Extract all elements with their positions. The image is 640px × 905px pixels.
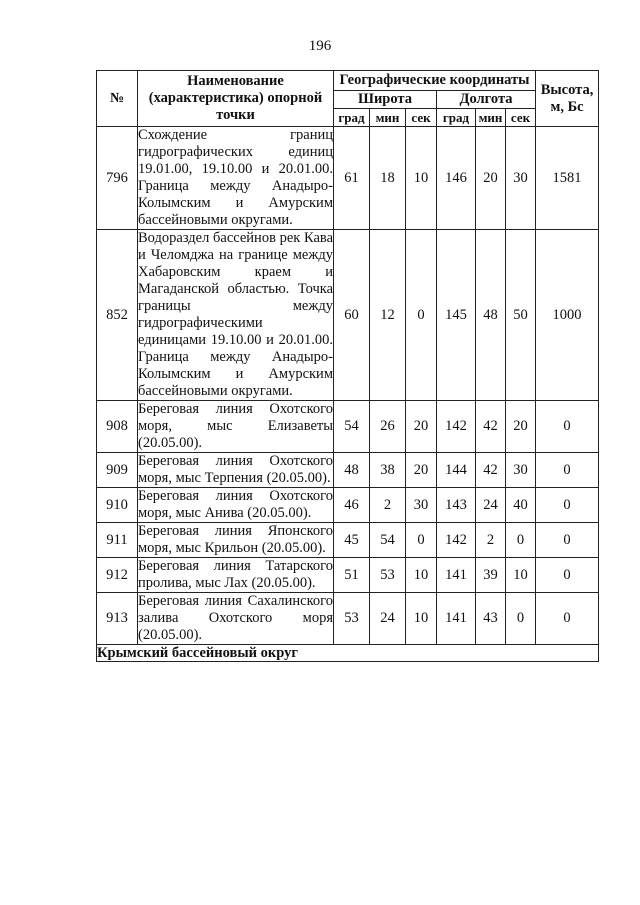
header-unit-lon-min: мин [476, 109, 506, 127]
cell-lat-deg: 53 [334, 593, 370, 645]
header-name: Наименование (характеристика) опорной точки [138, 71, 334, 127]
cell-lon-sec: 10 [506, 558, 536, 593]
cell-height: 0 [536, 488, 599, 523]
cell-lat-sec: 10 [406, 127, 437, 230]
cell-lat-deg: 45 [334, 523, 370, 558]
section-row [97, 645, 599, 662]
cell-lat-sec: 0 [406, 230, 437, 401]
header-longitude: Долгота [437, 91, 536, 109]
header-height: Высота, м, Бс [536, 71, 599, 127]
cell-lon-deg: 142 [437, 401, 476, 453]
cell-lat-min: 26 [370, 401, 406, 453]
cell-lat-sec: 20 [406, 401, 437, 453]
header-number: № [97, 71, 138, 127]
cell-lat-min: 38 [370, 453, 406, 488]
cell-lon-min: 42 [476, 453, 506, 488]
table-row [97, 593, 599, 645]
header-unit-lon-deg: град [437, 109, 476, 127]
cell-lat-sec: 10 [406, 558, 437, 593]
cell-name: Береговая линия Сахалинского залива Охотского моря (20.05.00). [138, 593, 333, 643]
cell-lat-deg: 46 [334, 488, 370, 523]
cell-lon-sec: 20 [506, 401, 536, 453]
cell-lat-deg: 61 [334, 127, 370, 230]
header-unit-lat-sec: сек [406, 109, 437, 127]
cell-name: Водораздел бассейнов рек Кава и Челомджа на границе между Хабаровским краем и Магаданской областью. Точка границы между гидрографическими единицами 19.10.00 и 20.01.00. Граница между Анадыро-Колымским и Амурским бассейновыми округами. [138, 230, 333, 399]
cell-height: 0 [536, 593, 599, 645]
header-unit-lon-sec: сек [506, 109, 536, 127]
cell-name: Схождение границ гидрографических единиц 19.01.00, 19.10.00 и 20.01.00. Граница между Анадыро-Колымским и Амурским бассейновыми округами. [138, 127, 333, 228]
table-row [97, 523, 599, 558]
cell-lon-sec: 0 [506, 593, 536, 645]
cell-height: 0 [536, 453, 599, 488]
cell-name: Береговая линия Охотского моря, мыс Анива (20.05.00). [138, 488, 333, 521]
cell-name: Береговая линия Японского моря, мыс Крильон (20.05.00). [138, 523, 333, 556]
header-unit-lat-min: мин [370, 109, 406, 127]
cell-lat-min: 24 [370, 593, 406, 645]
cell-height: 1581 [536, 127, 599, 230]
cell-lon-sec: 40 [506, 488, 536, 523]
cell-lat-deg: 48 [334, 453, 370, 488]
cell-lat-sec: 30 [406, 488, 437, 523]
section-title: Крымский бассейновый округ [97, 645, 599, 662]
cell-lon-deg: 146 [437, 127, 476, 230]
cell-lon-min: 24 [476, 488, 506, 523]
cell-lon-deg: 145 [437, 230, 476, 401]
cell-lon-min: 39 [476, 558, 506, 593]
cell-lon-min: 20 [476, 127, 506, 230]
cell-lat-min: 2 [370, 488, 406, 523]
cell-number: 908 [97, 401, 138, 453]
cell-number: 913 [97, 593, 138, 645]
cell-lon-deg: 141 [437, 558, 476, 593]
cell-lat-sec: 10 [406, 593, 437, 645]
coordinates-table [96, 70, 599, 662]
cell-lon-min: 42 [476, 401, 506, 453]
table-row [97, 127, 599, 230]
cell-lon-deg: 142 [437, 523, 476, 558]
cell-name: Береговая линия Охотского моря, мыс Терпения (20.05.00). [138, 453, 333, 486]
cell-lon-deg: 141 [437, 593, 476, 645]
cell-number: 852 [97, 230, 138, 401]
cell-lon-deg: 143 [437, 488, 476, 523]
header-geo-coordinates: Географические координаты [334, 71, 536, 91]
cell-number: 912 [97, 558, 138, 593]
cell-name: Береговая линия Охотского моря, мыс Елизаветы (20.05.00). [138, 401, 333, 451]
cell-height: 0 [536, 401, 599, 453]
table-row [97, 558, 599, 593]
cell-lat-min: 54 [370, 523, 406, 558]
table-row [97, 230, 599, 401]
header-latitude: Широта [334, 91, 437, 109]
table-row [97, 453, 599, 488]
cell-lat-min: 12 [370, 230, 406, 401]
table-row [97, 401, 599, 453]
cell-lat-deg: 60 [334, 230, 370, 401]
cell-height: 1000 [536, 230, 599, 401]
cell-number: 909 [97, 453, 138, 488]
header-unit-lat-deg: град [334, 109, 370, 127]
cell-lon-sec: 50 [506, 230, 536, 401]
cell-number: 910 [97, 488, 138, 523]
cell-height: 0 [536, 523, 599, 558]
cell-lon-min: 2 [476, 523, 506, 558]
cell-lon-min: 48 [476, 230, 506, 401]
cell-lon-sec: 0 [506, 523, 536, 558]
table-row [97, 488, 599, 523]
cell-lat-min: 18 [370, 127, 406, 230]
cell-number: 911 [97, 523, 138, 558]
cell-height: 0 [536, 558, 599, 593]
cell-lat-deg: 54 [334, 401, 370, 453]
cell-lat-sec: 0 [406, 523, 437, 558]
cell-lon-deg: 144 [437, 453, 476, 488]
cell-lat-sec: 20 [406, 453, 437, 488]
cell-number: 796 [97, 127, 138, 230]
cell-name: Береговая линия Татарского пролива, мыс Лах (20.05.00). [138, 558, 333, 591]
page-number: 196 [308, 38, 332, 54]
cell-lon-sec: 30 [506, 127, 536, 230]
cell-lat-deg: 51 [334, 558, 370, 593]
cell-lat-min: 53 [370, 558, 406, 593]
cell-lon-min: 43 [476, 593, 506, 645]
cell-lon-sec: 30 [506, 453, 536, 488]
